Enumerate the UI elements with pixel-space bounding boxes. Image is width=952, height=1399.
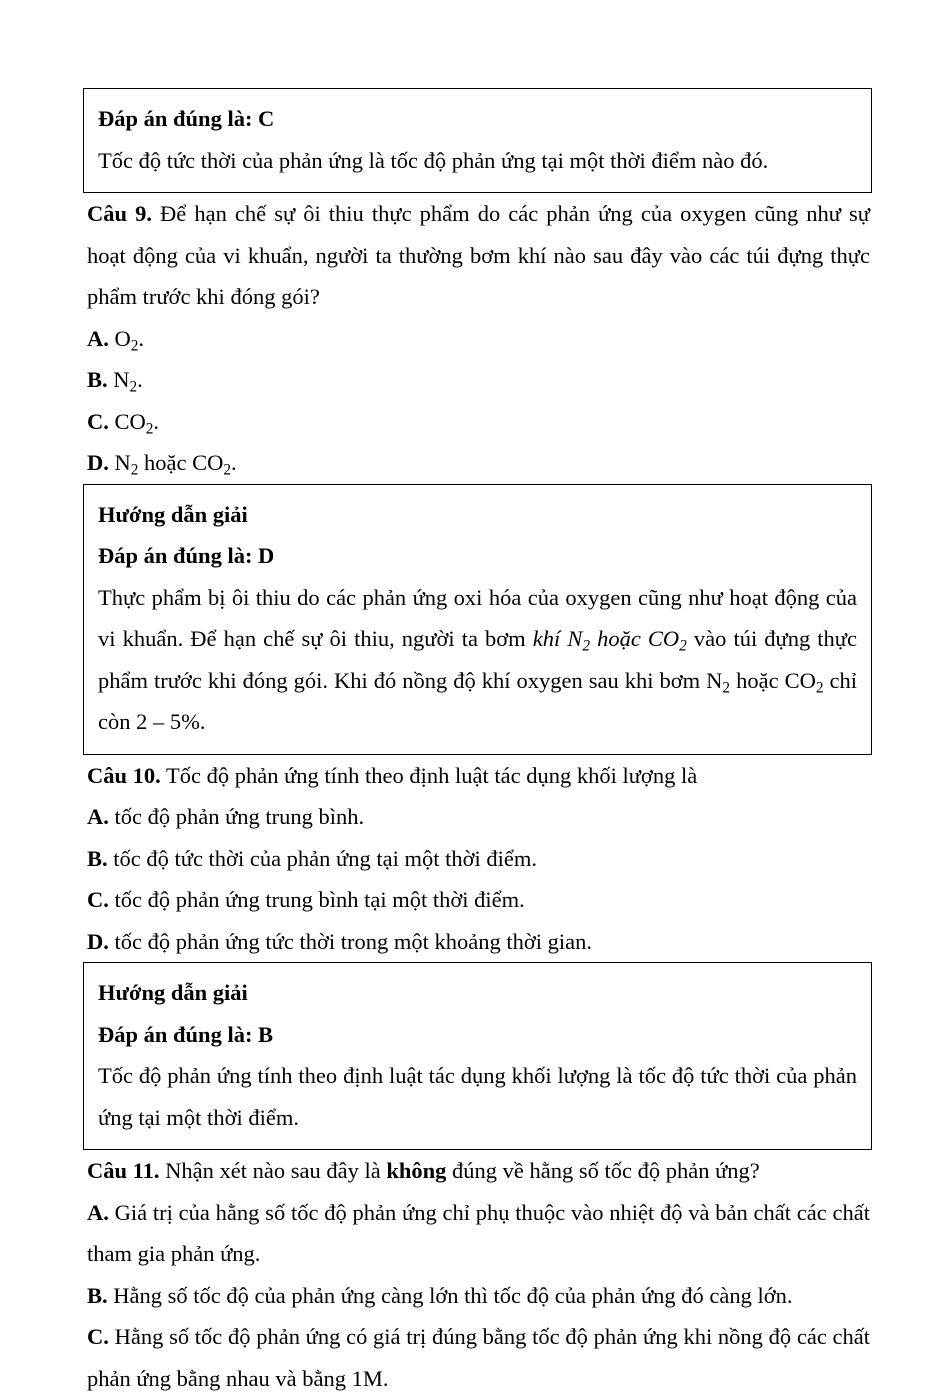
option-text: Giá trị của hằng số tốc độ phản ứng chỉ phụ thuộc vào nhiệt độ và bản chất các chất tham gia phản ứng.: [87, 1199, 871, 1266]
explanation-body-2: Thực phẩm bị ôi thiu do các phản ứng oxi hóa của oxygen cũng như hoạt động của vi khuẩn. Để hạn chế sự ôi thiu, người ta bơm khí $N_2$ hoặc $CO_2$ vào túi đựng thực phẩm trước khi đóng gói. Khi đó nồng độ khí oxygen sau khi bơm $N_2$ hoặc $CO_2$ chỉ còn 2 – 5%.: [98, 584, 857, 734]
option-text: Hằng số tốc độ phản ứng có giá trị đúng bằng tốc độ phản ứng khi nồng độ các chất phản ứng bằng nhau và bằng 1M.: [87, 1324, 871, 1391]
option-letter: A.: [87, 804, 109, 829]
option-letter: D.: [87, 450, 109, 475]
subscript: 2: [223, 461, 232, 479]
question-10: [84, 755, 870, 797]
option-letter: A.: [87, 1199, 109, 1225]
question-11-option-b[interactable]: [84, 1275, 870, 1317]
option-formula: $CO_2$.: [114, 408, 160, 437]
question-10-option-c[interactable]: [84, 879, 870, 921]
question-11-number: Câu 11.: [87, 1158, 160, 1183]
subscript: 2: [145, 419, 154, 437]
option-text: tốc độ tức thời của phản ứng tại một thời điểm.: [113, 845, 537, 871]
option-formula: $N_2$ hoặc $CO_2$.: [114, 450, 237, 479]
option-formula: $O_2$.: [114, 325, 145, 354]
question-10-option-b[interactable]: [84, 838, 870, 880]
option-formula: $N_2$.: [113, 367, 143, 396]
explanation-body-3: Tốc độ phản ứng tính theo định luật tác dụng khối lượng là tốc độ tức thời của phản ứng tại một thời điểm.: [98, 1063, 857, 1130]
option-letter: C.: [87, 1324, 109, 1349]
question-11: [84, 1150, 870, 1192]
italic-formula: khí $N_2$ hoặc $CO_2$: [532, 626, 687, 655]
subscript: 2: [815, 678, 824, 696]
option-letter: B.: [87, 367, 108, 392]
subscript: 2: [129, 378, 138, 396]
question-9-number: Câu 9.: [87, 201, 152, 226]
option-letter: D.: [87, 928, 109, 954]
explanation-heading-2: Hướng dẫn giải: [98, 501, 248, 527]
answer-label-3: Đáp án đúng là: B: [98, 1021, 274, 1047]
question-9-prompt: Để hạn chế sự ôi thiu thực phẩm do các phản ứng của oxygen cũng như sự hoạt động của vi khuẩn, người ta thường bơm khí nào sau đây vào các túi đựng thực phẩm trước khi đóng gói?: [87, 201, 871, 309]
content-flow: [84, 88, 870, 1399]
subscript: 2: [130, 461, 139, 479]
question-10-option-d[interactable]: [84, 921, 870, 963]
explanation-heading-3: Hướng dẫn giải: [98, 980, 248, 1005]
option-letter: C.: [87, 887, 109, 912]
answer-label-1: Đáp án đúng là: C: [98, 106, 275, 131]
option-text: tốc độ phản ứng trung bình tại một thời điểm.: [114, 887, 525, 912]
question-11-prompt-emphasis: không: [386, 1158, 447, 1183]
explanation-box-3: [83, 962, 872, 1150]
option-letter: B.: [87, 845, 108, 871]
option-text: tốc độ phản ứng tức thời trong một khoảng thời gian.: [114, 928, 592, 954]
option-text: Hằng số tốc độ của phản ứng càng lớn thì tốc độ của phản ứng đó càng lớn.: [113, 1282, 793, 1308]
question-11-option-c[interactable]: [84, 1316, 870, 1399]
subscript: 2: [130, 336, 139, 354]
option-letter: A.: [87, 325, 109, 351]
question-9-option-a[interactable]: [84, 318, 870, 360]
explanation-box-2: [83, 484, 872, 755]
question-9: [84, 193, 870, 318]
subscript: 2: [722, 678, 731, 696]
question-11-prompt-before: Nhận xét nào sau đây là: [165, 1158, 387, 1183]
question-11-option-a[interactable]: [84, 1192, 870, 1275]
option-text: tốc độ phản ứng trung bình.: [114, 804, 365, 829]
question-10-option-a[interactable]: [84, 796, 870, 838]
question-9-option-c[interactable]: [84, 401, 870, 443]
answer-label-2: Đáp án đúng là: D: [98, 543, 275, 568]
explanation-body-1: Tốc độ tức thời của phản ứng là tốc độ phản ứng tại một thời điểm nào đó.: [98, 147, 769, 173]
question-10-number: Câu 10.: [87, 762, 161, 788]
option-letter: B.: [87, 1282, 108, 1308]
explanation-box-1: [83, 88, 872, 193]
question-11-prompt-after: đúng về hằng số tốc độ phản ứng?: [446, 1158, 760, 1183]
question-9-option-d[interactable]: [84, 442, 870, 484]
question-9-option-b[interactable]: [84, 359, 870, 401]
option-letter: C.: [87, 408, 109, 434]
question-10-prompt: Tốc độ phản ứng tính theo định luật tác dụng khối lượng là: [165, 762, 698, 788]
